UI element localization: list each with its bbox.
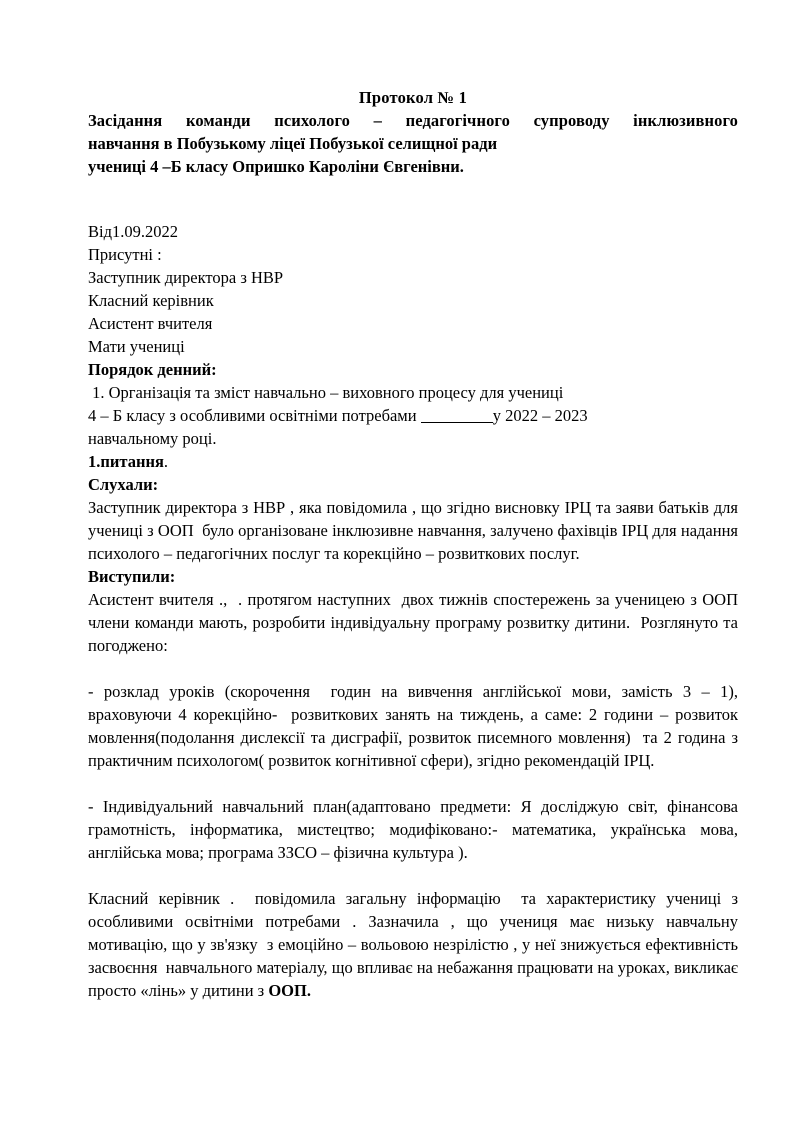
agenda-item-line-3: навчальному році. [88,429,217,448]
document-title-line-3: учениці 4 –Б класу Опришко Кароліни Євгенівни. [88,157,464,176]
question-label [88,450,738,473]
paragraph-spacer [88,772,738,795]
attendee-item: Асистент вчителя [88,314,213,333]
agenda-label: Порядок денний: [88,360,217,379]
attendee-item: Заступник директора з НВР [88,268,284,287]
paragraph-spacer [88,657,738,680]
bullet-paragraph-1: - розклад уроків (скорочення годин на вивчення англійської мови, замість 3 – 1), враховуючи 4 корекційно- розвиткових занять на тиждень, а саме: 2 години – розвиток мовлення(подолання дислексії та дисграфії, розвиток писемного мовлення) та 2 година з практичним психологом( розвиток когнітивної сфери), згідно рекомендацій ІРЦ. [88,682,743,770]
document-title-line-2: навчання в Побузькому ліцеї Побузької селищної ради [88,134,498,153]
bullet-paragraph-2: - Індивідуальний навчальний план(адаптовано предмети: Я досліджую світ, фінансова грамотність, інформатика, мистецтво; модифіковано:- математика, українська мова, англійська мова; програма ЗЗСО – фізична культура ). [88,797,743,862]
present-label: Присутні : [88,245,162,264]
spoke-label: Виступили: [88,567,176,586]
closing-paragraph-text: Класний керівник . повідомила загальну інформацію та характеристику учениці з особливими освітніми потребами . Зазначила , що учениця має низьку навчальну мотивацію, що у зв'язку з емоційно – вольовою незрілістю , у неї знижується ефективність засвоєння навчального матеріалу, що впливає на небажання працювати на уроках, викликає просто «лінь» у дитини з [88,889,743,1000]
agenda-blank-field[interactable] [421,422,493,423]
document-body [88,86,743,1002]
agenda-item-line-1: 1. Організація та зміст навчально – виховного процесу для учениці [88,383,564,402]
document-title [88,109,738,178]
agenda-item-text-after-blank: у 2022 – 2023 [492,406,588,425]
title-spacer [88,178,738,220]
document-title-line-1: Засідання команди психолого – педагогічного супроводу інклюзивного [88,111,738,130]
heard-label: Слухали: [88,475,159,494]
date-line: Від1.09.2022 [88,222,178,241]
closing-paragraph-emphasis: ООП. [268,981,311,1000]
agenda-item-line-2 [88,404,738,427]
question-label-period: . [163,452,169,471]
agenda-item-text-before-blank: 4 – Б класу з особливими освітніми потребами [88,406,421,425]
spoke-paragraph: Асистент вчителя ., . протягом наступних двох тижнів спостережень за ученицею з ООП члени команди мають, розробити індивідуальну програму розвитку дитини. Розглянуто та погоджено: [88,590,743,655]
protocol-heading: Протокол № 1 [358,88,468,107]
question-label-text: 1.питання [88,452,164,471]
closing-paragraph [88,887,743,1002]
heard-paragraph: Заступник директора з НВР , яка повідомила , що згідно висновку ІРЦ та заяви батьків для учениці з ООП було організоване інклюзивне навчання, залучено фахівців ІРЦ для надання психолого – педагогічних послуг та корекційно – розвиткових послуг. [88,498,743,563]
attendee-item: Мати учениці [88,337,185,356]
attendee-item: Класний керівник [88,291,214,310]
paragraph-spacer [88,864,738,887]
